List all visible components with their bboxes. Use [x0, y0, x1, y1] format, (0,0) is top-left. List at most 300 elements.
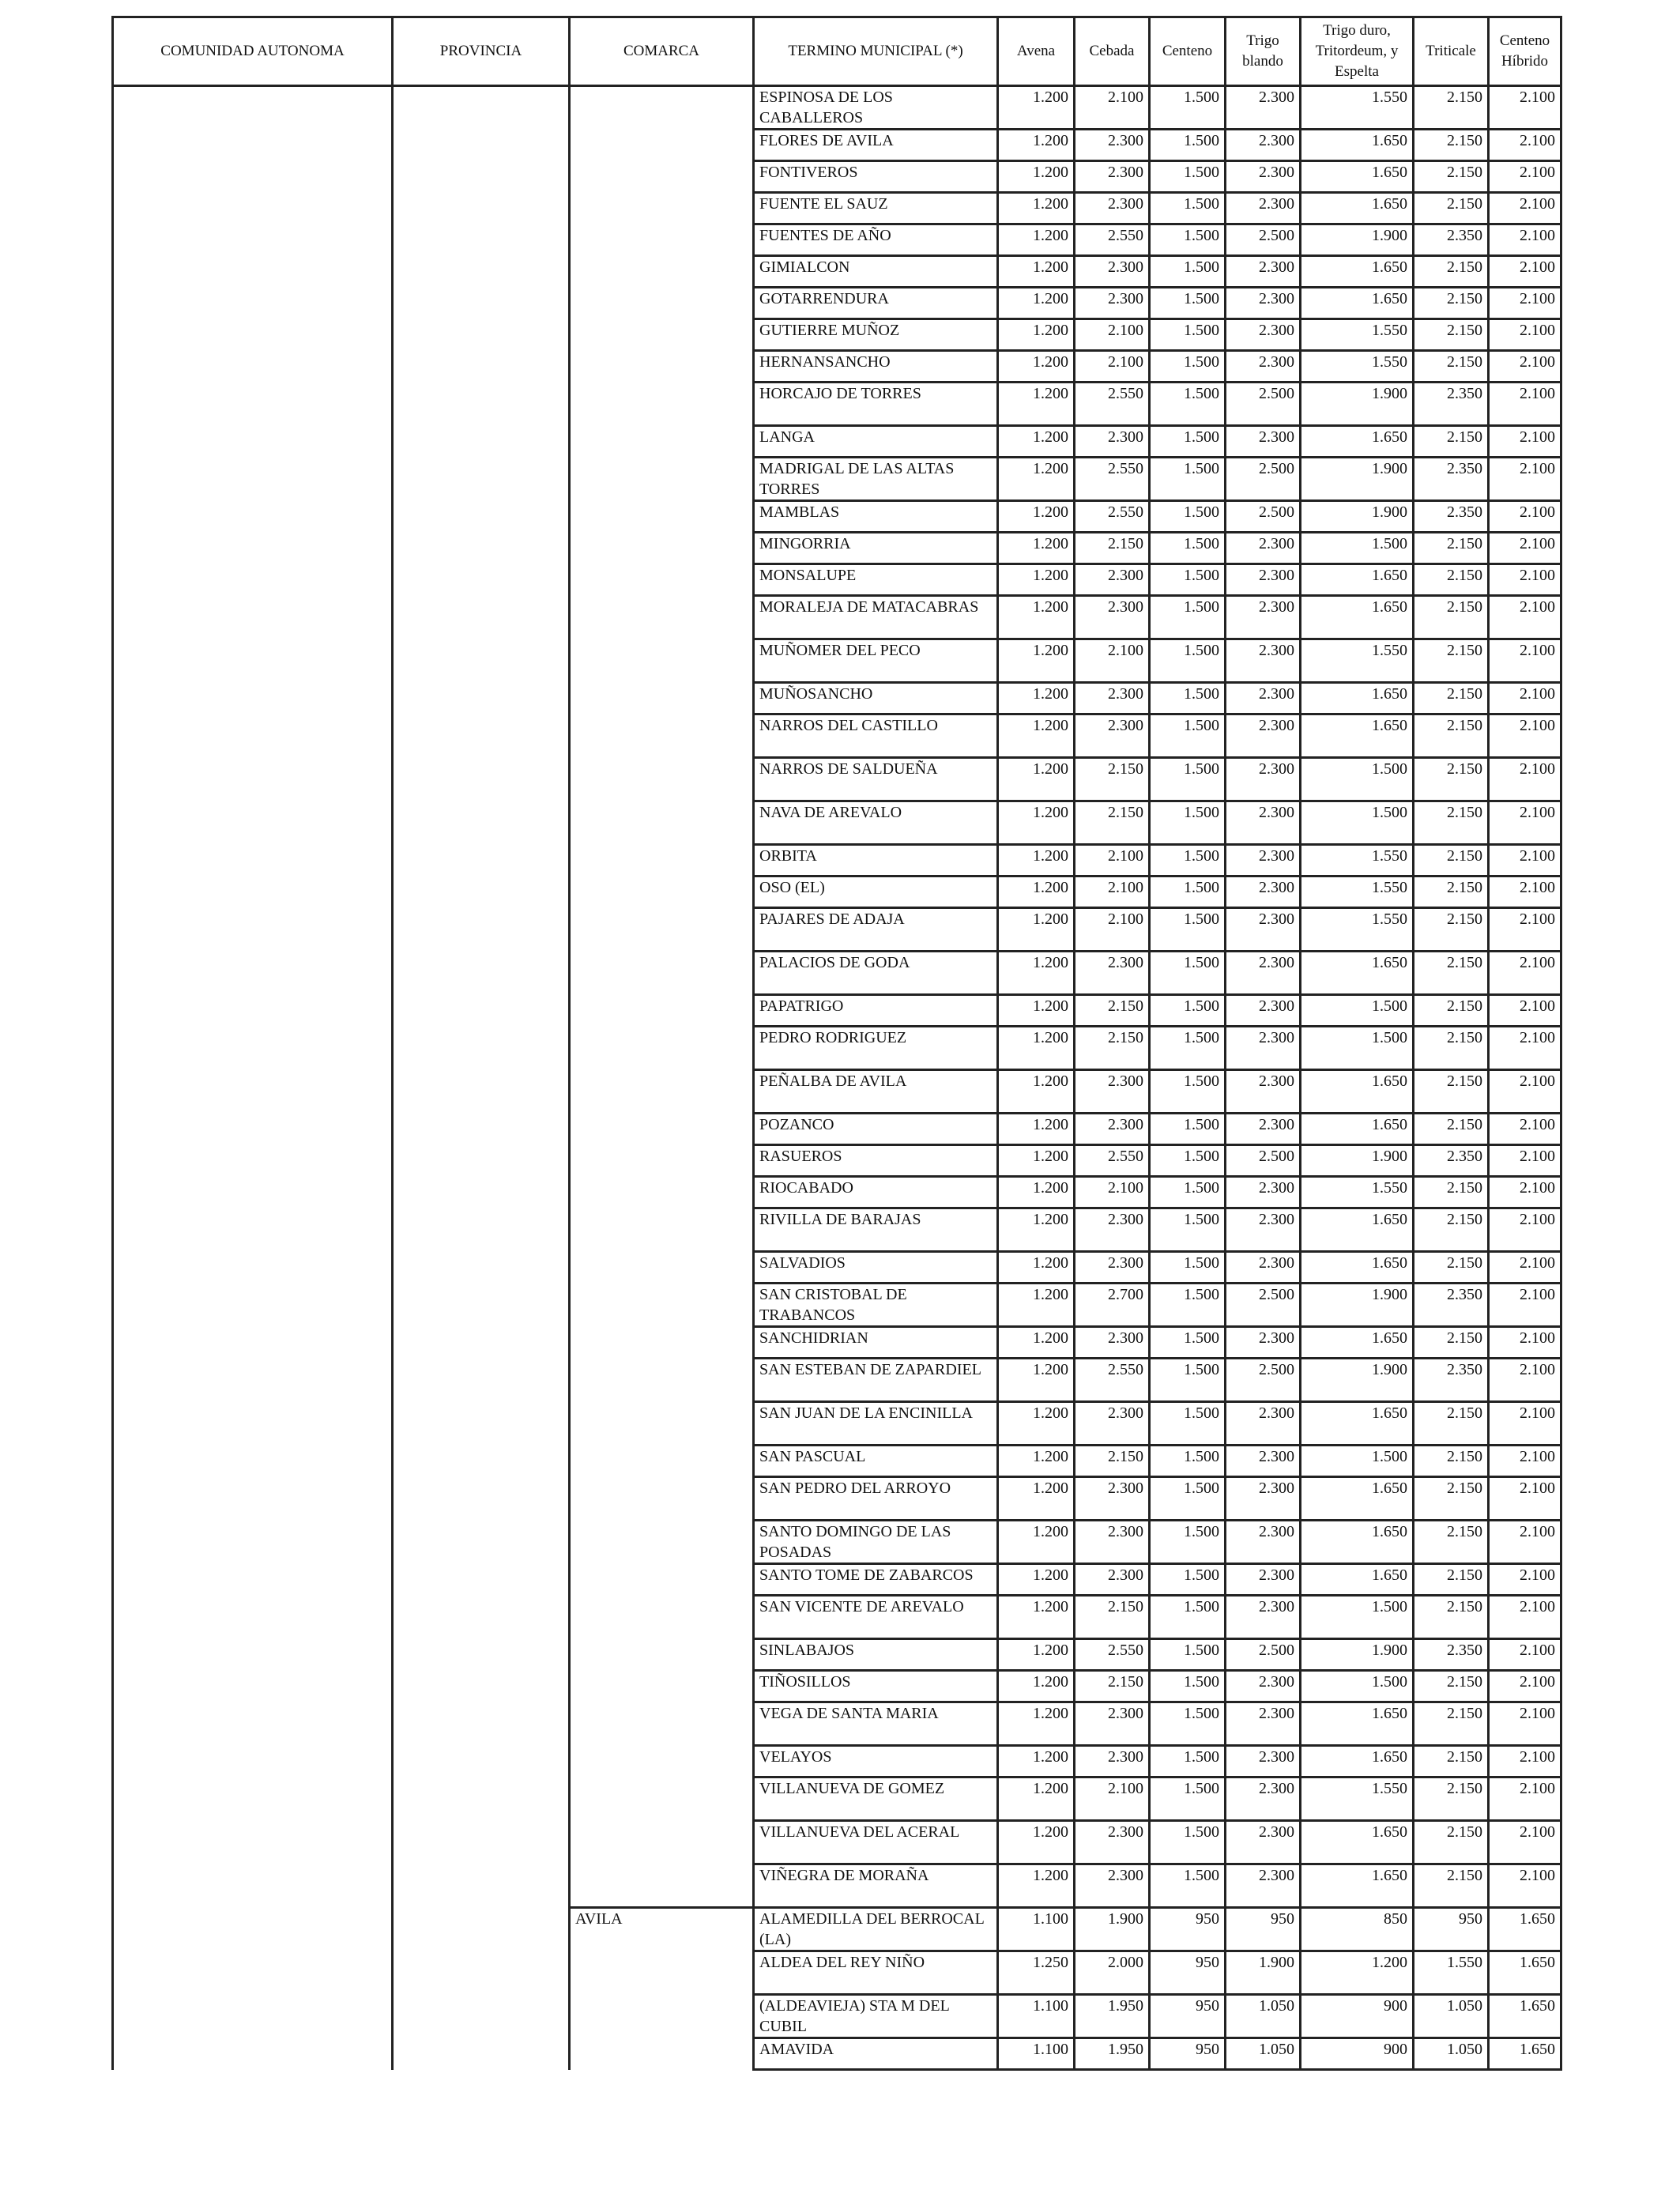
centeno-cell: 950	[1150, 1951, 1226, 1995]
table-row	[113, 758, 1561, 801]
header-triticale: Triticale	[1414, 17, 1489, 86]
cebada-cell: 2.300	[1075, 193, 1150, 224]
trigo-duro-cell: 1.500	[1301, 995, 1414, 1027]
header-comunidad: COMUNIDAD AUTONOMA	[113, 17, 393, 86]
triticale-cell: 2.150	[1414, 952, 1489, 995]
table-row	[113, 1477, 1561, 1521]
table-row	[113, 564, 1561, 596]
cebada-cell: 2.300	[1075, 1864, 1150, 1908]
trigo-blando-cell: 1.050	[1226, 1995, 1301, 2038]
municipio-cell: LANGA	[754, 426, 998, 458]
trigo-duro-cell: 1.650	[1301, 596, 1414, 639]
cebada-cell: 2.150	[1075, 533, 1150, 564]
provincia-cell	[393, 714, 570, 758]
comunidad-cell	[113, 1951, 393, 1995]
avena-cell: 1.200	[998, 1027, 1075, 1070]
trigo-blando-cell: 2.300	[1226, 714, 1301, 758]
provincia-cell	[393, 1864, 570, 1908]
comarca-cell	[570, 1327, 754, 1359]
comarca-cell	[570, 1639, 754, 1671]
cebada-cell: 2.100	[1075, 86, 1150, 130]
trigo-blando-cell: 2.300	[1226, 1564, 1301, 1596]
provincia-cell	[393, 1402, 570, 1446]
cebada-cell: 2.300	[1075, 1114, 1150, 1145]
avena-cell: 1.200	[998, 596, 1075, 639]
trigo-duro-cell: 1.650	[1301, 952, 1414, 995]
trigo-duro-cell: 1.550	[1301, 351, 1414, 383]
triticale-cell: 2.150	[1414, 1177, 1489, 1208]
triticale-cell: 2.150	[1414, 683, 1489, 714]
trigo-duro-cell: 1.650	[1301, 564, 1414, 596]
avena-cell: 1.200	[998, 501, 1075, 533]
comunidad-cell	[113, 908, 393, 952]
centeno-cell: 1.500	[1150, 1746, 1226, 1777]
header-row	[113, 17, 1561, 86]
comarca-cell	[570, 224, 754, 256]
comarca-cell	[570, 952, 754, 995]
trigo-blando-cell: 950	[1226, 1908, 1301, 1951]
trigo-blando-cell: 2.300	[1226, 426, 1301, 458]
trigo-blando-cell: 2.300	[1226, 1177, 1301, 1208]
avena-cell: 1.200	[998, 1596, 1075, 1639]
trigo-blando-cell: 2.300	[1226, 596, 1301, 639]
cebada-cell: 2.300	[1075, 564, 1150, 596]
header-cebada: Cebada	[1075, 17, 1150, 86]
trigo-duro-cell: 1.900	[1301, 383, 1414, 426]
centeno-hibrido-cell: 1.650	[1489, 1951, 1561, 1995]
trigo-blando-cell: 2.300	[1226, 1327, 1301, 1359]
trigo-blando-cell: 2.500	[1226, 1284, 1301, 1327]
avena-cell: 1.200	[998, 1777, 1075, 1821]
comarca-cell	[570, 1596, 754, 1639]
centeno-cell: 1.500	[1150, 1114, 1226, 1145]
table-row	[113, 1564, 1561, 1596]
trigo-blando-cell: 2.300	[1226, 130, 1301, 161]
trigo-blando-cell: 2.300	[1226, 319, 1301, 351]
triticale-cell: 2.150	[1414, 1327, 1489, 1359]
table-row	[113, 639, 1561, 683]
triticale-cell: 2.150	[1414, 1777, 1489, 1821]
centeno-cell: 1.500	[1150, 995, 1226, 1027]
centeno-cell: 1.500	[1150, 845, 1226, 876]
table-row	[113, 1359, 1561, 1402]
cebada-cell: 2.150	[1075, 995, 1150, 1027]
trigo-duro-cell: 1.500	[1301, 1671, 1414, 1702]
avena-cell: 1.200	[998, 86, 1075, 130]
cebada-cell: 2.300	[1075, 952, 1150, 995]
cebada-cell: 2.550	[1075, 458, 1150, 501]
comunidad-cell	[113, 256, 393, 288]
centeno-cell: 1.500	[1150, 161, 1226, 193]
centeno-cell: 1.500	[1150, 533, 1226, 564]
triticale-cell: 2.150	[1414, 1746, 1489, 1777]
trigo-blando-cell: 2.300	[1226, 758, 1301, 801]
trigo-duro-cell: 1.650	[1301, 130, 1414, 161]
avena-cell: 1.200	[998, 1402, 1075, 1446]
comarca-cell	[570, 1252, 754, 1284]
yields-table	[111, 16, 1562, 2071]
provincia-cell	[393, 1777, 570, 1821]
header-provincia: PROVINCIA	[393, 17, 570, 86]
centeno-hibrido-cell: 2.100	[1489, 1027, 1561, 1070]
triticale-cell: 2.350	[1414, 458, 1489, 501]
municipio-cell: NAVA DE AREVALO	[754, 801, 998, 845]
centeno-hibrido-cell: 2.100	[1489, 458, 1561, 501]
trigo-blando-cell: 2.300	[1226, 908, 1301, 952]
provincia-cell	[393, 1284, 570, 1327]
cebada-cell: 2.100	[1075, 876, 1150, 908]
centeno-hibrido-cell: 2.100	[1489, 1208, 1561, 1252]
table-row	[113, 1114, 1561, 1145]
municipio-cell: HERNANSANCHO	[754, 351, 998, 383]
centeno-hibrido-cell: 2.100	[1489, 1145, 1561, 1177]
municipio-cell: SANCHIDRIAN	[754, 1327, 998, 1359]
comarca-cell	[570, 193, 754, 224]
centeno-cell: 1.500	[1150, 351, 1226, 383]
trigo-duro-cell: 900	[1301, 2038, 1414, 2070]
trigo-duro-cell: 1.900	[1301, 1359, 1414, 1402]
comunidad-cell	[113, 2038, 393, 2070]
trigo-duro-cell: 1.650	[1301, 426, 1414, 458]
municipio-cell: SAN ESTEBAN DE ZAPARDIEL	[754, 1359, 998, 1402]
centeno-cell: 1.500	[1150, 639, 1226, 683]
trigo-blando-cell: 2.300	[1226, 1746, 1301, 1777]
cebada-cell: 2.300	[1075, 1746, 1150, 1777]
municipio-cell: SAN PASCUAL	[754, 1446, 998, 1477]
centeno-hibrido-cell: 2.100	[1489, 995, 1561, 1027]
centeno-hibrido-cell: 2.100	[1489, 1864, 1561, 1908]
municipio-cell: GIMIALCON	[754, 256, 998, 288]
comunidad-cell	[113, 1908, 393, 1951]
centeno-hibrido-cell: 2.100	[1489, 1746, 1561, 1777]
table-row	[113, 1639, 1561, 1671]
comunidad-cell	[113, 130, 393, 161]
cebada-cell: 2.300	[1075, 1477, 1150, 1521]
centeno-cell: 1.500	[1150, 383, 1226, 426]
triticale-cell: 2.150	[1414, 1702, 1489, 1746]
comunidad-cell	[113, 224, 393, 256]
provincia-cell	[393, 161, 570, 193]
cebada-cell: 2.300	[1075, 1702, 1150, 1746]
comunidad-cell	[113, 596, 393, 639]
centeno-hibrido-cell: 2.100	[1489, 1564, 1561, 1596]
centeno-hibrido-cell: 1.650	[1489, 2038, 1561, 2070]
triticale-cell: 2.150	[1414, 1027, 1489, 1070]
trigo-blando-cell: 2.300	[1226, 1402, 1301, 1446]
centeno-cell: 1.500	[1150, 758, 1226, 801]
municipio-cell: MUÑOSANCHO	[754, 683, 998, 714]
cebada-cell: 2.550	[1075, 1359, 1150, 1402]
centeno-hibrido-cell: 2.100	[1489, 1070, 1561, 1114]
avena-cell: 1.200	[998, 683, 1075, 714]
comarca-cell	[570, 564, 754, 596]
cebada-cell: 2.300	[1075, 1402, 1150, 1446]
municipio-cell: FUENTES DE AÑO	[754, 224, 998, 256]
trigo-duro-cell: 1.900	[1301, 1639, 1414, 1671]
centeno-cell: 1.500	[1150, 801, 1226, 845]
comunidad-cell	[113, 1821, 393, 1864]
trigo-duro-cell: 1.650	[1301, 1252, 1414, 1284]
comunidad-cell	[113, 876, 393, 908]
comarca-cell	[570, 845, 754, 876]
provincia-cell	[393, 995, 570, 1027]
centeno-hibrido-cell: 2.100	[1489, 256, 1561, 288]
table-row	[113, 1746, 1561, 1777]
comarca-cell	[570, 1359, 754, 1402]
table-row	[113, 288, 1561, 319]
comunidad-cell	[113, 319, 393, 351]
provincia-cell	[393, 501, 570, 533]
table-row	[113, 801, 1561, 845]
cebada-cell: 2.150	[1075, 758, 1150, 801]
centeno-hibrido-cell: 2.100	[1489, 1821, 1561, 1864]
trigo-blando-cell: 2.500	[1226, 1145, 1301, 1177]
table-row	[113, 256, 1561, 288]
cebada-cell: 2.300	[1075, 1821, 1150, 1864]
provincia-cell	[393, 288, 570, 319]
municipio-cell: MONSALUPE	[754, 564, 998, 596]
municipio-cell: ESPINOSA DE LOS CABALLEROS	[754, 86, 998, 130]
trigo-blando-cell: 2.300	[1226, 256, 1301, 288]
comarca-cell	[570, 1702, 754, 1746]
cebada-cell: 2.150	[1075, 1446, 1150, 1477]
comarca-cell	[570, 908, 754, 952]
trigo-duro-cell: 1.650	[1301, 1521, 1414, 1564]
municipio-cell: MAMBLAS	[754, 501, 998, 533]
centeno-cell: 1.500	[1150, 86, 1226, 130]
triticale-cell: 2.150	[1414, 639, 1489, 683]
avena-cell: 1.200	[998, 1070, 1075, 1114]
table-row	[113, 1070, 1561, 1114]
comunidad-cell	[113, 501, 393, 533]
comunidad-cell	[113, 1521, 393, 1564]
provincia-cell	[393, 1639, 570, 1671]
trigo-blando-cell: 2.500	[1226, 501, 1301, 533]
provincia-cell	[393, 1252, 570, 1284]
cebada-cell: 2.300	[1075, 1521, 1150, 1564]
triticale-cell: 1.550	[1414, 1951, 1489, 1995]
trigo-blando-cell: 2.300	[1226, 1521, 1301, 1564]
centeno-cell: 1.500	[1150, 1208, 1226, 1252]
centeno-hibrido-cell: 2.100	[1489, 1446, 1561, 1477]
avena-cell: 1.200	[998, 1864, 1075, 1908]
trigo-blando-cell: 1.900	[1226, 1951, 1301, 1995]
trigo-blando-cell: 2.500	[1226, 1639, 1301, 1671]
comarca-cell	[570, 1777, 754, 1821]
comarca-cell	[570, 683, 754, 714]
avena-cell: 1.200	[998, 256, 1075, 288]
comarca-cell	[570, 501, 754, 533]
avena-cell: 1.200	[998, 952, 1075, 995]
comarca-cell	[570, 714, 754, 758]
trigo-duro-cell: 1.900	[1301, 224, 1414, 256]
triticale-cell: 2.350	[1414, 501, 1489, 533]
comarca-cell	[570, 256, 754, 288]
centeno-cell: 1.500	[1150, 876, 1226, 908]
header-centeno: Centeno	[1150, 17, 1226, 86]
centeno-cell: 1.500	[1150, 1252, 1226, 1284]
comarca-cell	[570, 995, 754, 1027]
centeno-cell: 1.500	[1150, 596, 1226, 639]
municipio-cell: SINLABAJOS	[754, 1639, 998, 1671]
cebada-cell: 2.300	[1075, 426, 1150, 458]
comunidad-cell	[113, 1070, 393, 1114]
avena-cell: 1.200	[998, 1671, 1075, 1702]
triticale-cell: 2.150	[1414, 1402, 1489, 1446]
avena-cell: 1.200	[998, 193, 1075, 224]
municipio-cell: VIÑEGRA DE MORAÑA	[754, 1864, 998, 1908]
provincia-cell	[393, 1359, 570, 1402]
avena-cell: 1.200	[998, 758, 1075, 801]
trigo-blando-cell: 2.300	[1226, 533, 1301, 564]
provincia-cell	[393, 1746, 570, 1777]
cebada-cell: 2.300	[1075, 1208, 1150, 1252]
trigo-blando-cell: 2.300	[1226, 288, 1301, 319]
municipio-cell: RIOCABADO	[754, 1177, 998, 1208]
municipio-cell: ALDEA DEL REY NIÑO	[754, 1951, 998, 1995]
centeno-cell: 1.500	[1150, 1145, 1226, 1177]
comarca-cell	[570, 1070, 754, 1114]
provincia-cell	[393, 1702, 570, 1746]
cebada-cell: 2.100	[1075, 351, 1150, 383]
centeno-cell: 1.500	[1150, 1639, 1226, 1671]
cebada-cell: 2.150	[1075, 1671, 1150, 1702]
centeno-hibrido-cell: 2.100	[1489, 758, 1561, 801]
provincia-cell	[393, 845, 570, 876]
comunidad-cell	[113, 1639, 393, 1671]
comarca-cell	[570, 351, 754, 383]
comarca-cell	[570, 533, 754, 564]
table-row	[113, 161, 1561, 193]
comunidad-cell	[113, 458, 393, 501]
cebada-cell: 2.100	[1075, 1177, 1150, 1208]
comarca-cell	[570, 1477, 754, 1521]
comunidad-cell	[113, 845, 393, 876]
comarca-cell	[570, 319, 754, 351]
municipio-cell: RIVILLA DE BARAJAS	[754, 1208, 998, 1252]
trigo-blando-cell: 2.300	[1226, 1702, 1301, 1746]
municipio-cell: VILLANUEVA DE GOMEZ	[754, 1777, 998, 1821]
triticale-cell: 2.150	[1414, 130, 1489, 161]
triticale-cell: 2.150	[1414, 845, 1489, 876]
trigo-duro-cell: 1.550	[1301, 1777, 1414, 1821]
table-row	[113, 1402, 1561, 1446]
centeno-cell: 1.500	[1150, 1564, 1226, 1596]
avena-cell: 1.200	[998, 639, 1075, 683]
centeno-cell: 1.500	[1150, 1596, 1226, 1639]
avena-cell: 1.100	[998, 1995, 1075, 2038]
comarca-cell	[570, 1446, 754, 1477]
trigo-blando-cell: 2.500	[1226, 383, 1301, 426]
trigo-blando-cell: 2.300	[1226, 1446, 1301, 1477]
centeno-hibrido-cell: 2.100	[1489, 845, 1561, 876]
trigo-blando-cell: 2.300	[1226, 995, 1301, 1027]
trigo-blando-cell: 2.300	[1226, 1070, 1301, 1114]
triticale-cell: 2.150	[1414, 995, 1489, 1027]
table-row	[113, 1777, 1561, 1821]
table-row	[113, 383, 1561, 426]
comarca-cell	[570, 2038, 754, 2070]
trigo-duro-cell: 1.650	[1301, 1402, 1414, 1446]
table-row	[113, 995, 1561, 1027]
provincia-cell	[393, 1521, 570, 1564]
centeno-cell: 1.500	[1150, 1284, 1226, 1327]
comarca-cell	[570, 876, 754, 908]
triticale-cell: 2.150	[1414, 908, 1489, 952]
triticale-cell: 2.350	[1414, 1145, 1489, 1177]
comunidad-cell	[113, 1702, 393, 1746]
avena-cell: 1.200	[998, 1821, 1075, 1864]
centeno-hibrido-cell: 2.100	[1489, 501, 1561, 533]
comarca-cell	[570, 639, 754, 683]
cebada-cell: 2.550	[1075, 383, 1150, 426]
comarca-cell	[570, 1402, 754, 1446]
comunidad-cell	[113, 1746, 393, 1777]
table-row	[113, 1446, 1561, 1477]
trigo-duro-cell: 1.650	[1301, 1208, 1414, 1252]
municipio-cell: NARROS DE SALDUEÑA	[754, 758, 998, 801]
triticale-cell: 2.150	[1414, 288, 1489, 319]
triticale-cell: 2.150	[1414, 876, 1489, 908]
comunidad-cell	[113, 952, 393, 995]
table-row	[113, 351, 1561, 383]
centeno-cell: 950	[1150, 1908, 1226, 1951]
municipio-cell: POZANCO	[754, 1114, 998, 1145]
avena-cell: 1.200	[998, 1446, 1075, 1477]
trigo-duro-cell: 1.550	[1301, 908, 1414, 952]
trigo-blando-cell: 2.300	[1226, 564, 1301, 596]
table-row	[113, 1995, 1561, 2038]
trigo-blando-cell: 2.300	[1226, 1864, 1301, 1908]
table-row	[113, 1821, 1561, 1864]
cebada-cell: 2.300	[1075, 130, 1150, 161]
table-row	[113, 501, 1561, 533]
trigo-duro-cell: 1.650	[1301, 1564, 1414, 1596]
comunidad-cell	[113, 1564, 393, 1596]
comunidad-cell	[113, 1777, 393, 1821]
table-row	[113, 458, 1561, 501]
triticale-cell: 2.150	[1414, 86, 1489, 130]
provincia-cell	[393, 1177, 570, 1208]
municipio-cell: SAN PEDRO DEL ARROYO	[754, 1477, 998, 1521]
table-row	[113, 533, 1561, 564]
avena-cell: 1.200	[998, 1114, 1075, 1145]
avena-cell: 1.200	[998, 714, 1075, 758]
avena-cell: 1.250	[998, 1951, 1075, 1995]
comunidad-cell	[113, 564, 393, 596]
centeno-cell: 1.500	[1150, 224, 1226, 256]
provincia-cell	[393, 130, 570, 161]
municipio-cell: ALAMEDILLA DEL BERROCAL (LA)	[754, 1908, 998, 1951]
centeno-hibrido-cell: 2.100	[1489, 801, 1561, 845]
centeno-cell: 1.500	[1150, 1671, 1226, 1702]
comunidad-cell	[113, 1177, 393, 1208]
municipio-cell: VELAYOS	[754, 1746, 998, 1777]
comunidad-cell	[113, 1208, 393, 1252]
municipio-cell: OSO (EL)	[754, 876, 998, 908]
provincia-cell	[393, 1564, 570, 1596]
provincia-cell	[393, 193, 570, 224]
avena-cell: 1.200	[998, 801, 1075, 845]
cebada-cell: 2.300	[1075, 714, 1150, 758]
comarca-cell	[570, 161, 754, 193]
table-row	[113, 2038, 1561, 2070]
avena-cell: 1.200	[998, 995, 1075, 1027]
trigo-duro-cell: 1.550	[1301, 319, 1414, 351]
cebada-cell: 2.100	[1075, 639, 1150, 683]
avena-cell: 1.200	[998, 288, 1075, 319]
trigo-duro-cell: 1.650	[1301, 1746, 1414, 1777]
